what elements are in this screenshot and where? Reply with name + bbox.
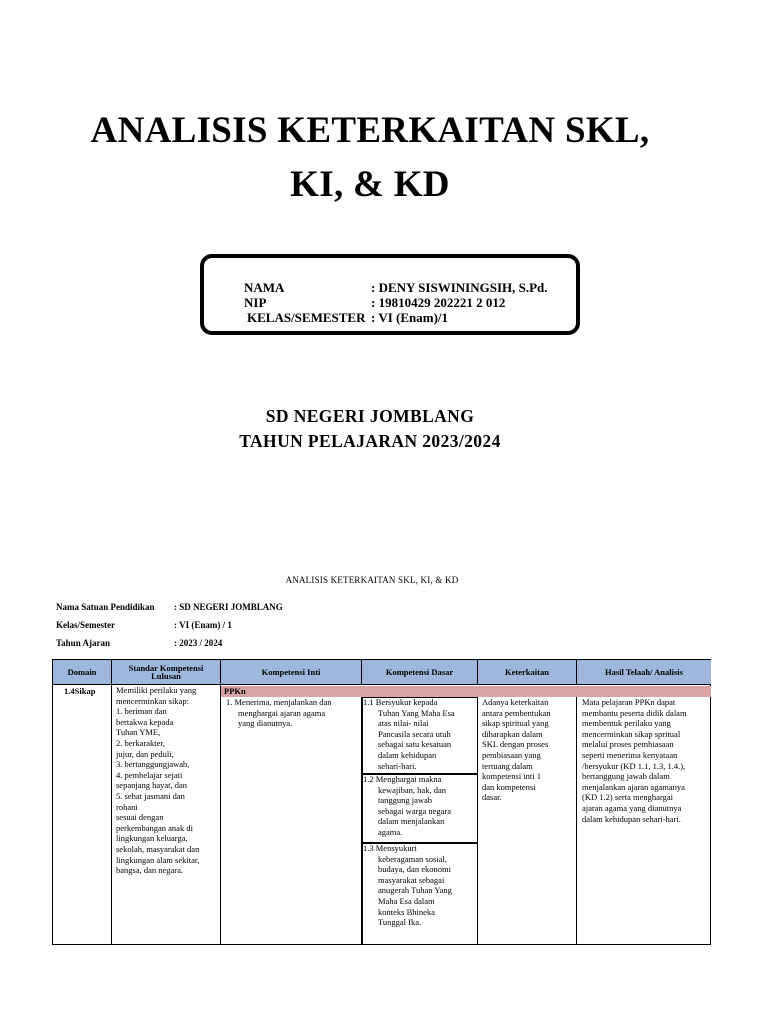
hasil-line: dalam kehidupan sehari-hari.: [582, 813, 681, 824]
subject-row: PPKn: [221, 686, 711, 697]
info-school-row: [56, 602, 283, 612]
kd-cell-2: [363, 774, 477, 838]
skl-line: mencerminkan sikap:: [116, 695, 189, 706]
identity-box: [200, 254, 580, 335]
nip-label: NIP: [244, 295, 267, 310]
name-label: NAMA: [244, 280, 285, 295]
info-year-row: [56, 638, 223, 648]
skl-line: sekolah, masyarakat dan: [116, 843, 200, 854]
keterkaitan-line: antara pembentukan: [482, 707, 551, 718]
skl-line: rohani: [116, 801, 138, 812]
class-semester-value: : VI (Enam)/1: [371, 310, 449, 325]
info-class-value: : VI (Enam) / 1: [174, 620, 232, 630]
hasil-line: ajaran agama yang dianutnya: [582, 802, 682, 813]
kd-line: tanggung jawab: [378, 795, 433, 806]
document-title-line-2: KI, & KD: [290, 164, 450, 205]
skl-line: sepanjang hayat, dan: [116, 780, 188, 791]
name-value: : DENY SISWININGSIH, S.Pd.: [371, 280, 548, 295]
skl-line: 1. beriman dan: [116, 706, 167, 717]
school-name: SD NEGERI JOMBLANG: [265, 406, 475, 426]
nip-value: : 19810429 202221 2 012: [371, 295, 506, 310]
hasil-line: /bersyukur (KD 1.1, 1.3, 1.4.),: [582, 760, 686, 771]
skl-line: 2. berkarakter,: [116, 737, 165, 748]
hasil-line: (KD 1.2) serta menghargai: [582, 792, 673, 803]
hasil-line: mencerminkan sikap spritual: [582, 728, 681, 739]
keterkaitan-line: Adanya keterkaitan: [482, 697, 549, 707]
kd-line: Pancasila secara utuh: [378, 728, 451, 739]
hasil-line: Mata pelajaran PPKn dapat: [582, 697, 676, 707]
keterkaitan-line: kompetensi inti 1: [482, 771, 542, 782]
skl-line: jujur, dan peduli,: [116, 748, 174, 759]
kd-line: 1.2 Menghargai makna: [363, 774, 442, 784]
ki-line: menghargai ajaran agama: [238, 707, 326, 718]
kd-line: agama.: [378, 826, 403, 837]
class-semester-label: KELAS/SEMESTER: [247, 310, 366, 325]
header-keterkaitan: Keterkaitan: [478, 660, 577, 684]
hasil-line: membentuk perilaku yang: [582, 718, 671, 729]
skl-line: 5. sehat jasmani dan: [116, 790, 185, 801]
hasil-line: seperti menerima kenyataan: [582, 749, 678, 760]
kd-line: konteks Bhineka: [378, 906, 435, 917]
kd-line: sebagai warga negara: [378, 805, 451, 816]
ki-line: 1. Menerima, menjalankan dan: [226, 697, 332, 707]
kd-line: sebagai satu kesatuan: [378, 739, 452, 750]
kd-line: masyarakat sebagai: [378, 874, 445, 885]
info-school-label: Nama Satuan Pendidikan: [56, 602, 155, 612]
keterkaitan-line: sikap spiritual yang: [482, 718, 549, 729]
kd-line: Tuhan Yang Maha Esa: [378, 707, 455, 718]
skl-line: sesuai dengan: [116, 812, 164, 823]
kd-line: anugerah Tuhan Yang: [378, 885, 452, 896]
hasil-cell: [582, 697, 710, 824]
skl-line: perkembangan anak di: [116, 822, 193, 833]
info-school-value: : SD NEGERI JOMBLANG: [174, 602, 283, 612]
info-class-label: Kelas/Semester: [56, 620, 115, 630]
analysis-table: [52, 659, 711, 945]
skl-line: bertakwa kepada: [116, 716, 174, 727]
keterkaitan-line: tertuang dalam: [482, 760, 533, 771]
info-year-label: Tahun Ajaran: [56, 638, 110, 648]
kd-line: sehari-hari.: [378, 760, 417, 771]
kd-line: Maha Esa dalam: [378, 895, 435, 906]
keterkaitan-line: pembiasaan yang: [482, 749, 541, 760]
keterkaitan-line: dasar.: [482, 792, 502, 803]
hasil-line: bertanggung jawab dalam: [582, 771, 670, 782]
academic-year: TAHUN PELAJARAN 2023/2024: [239, 431, 501, 451]
kd-line: kewajiban, hak, dan: [378, 784, 446, 795]
kd-cell-1: [363, 697, 477, 771]
kd-line: Tunggal Ika.: [378, 917, 422, 928]
header-domain: Domain: [53, 660, 112, 684]
document-title-line-1: ANALISIS KETERKAITAN SKL,: [90, 110, 650, 151]
header-ki: Kompetensi Inti: [221, 660, 362, 684]
column-divider: [220, 684, 221, 944]
ki-line: yang dianutnya.: [238, 718, 293, 729]
column-divider: [111, 684, 112, 944]
keterkaitan-line: dan kompetensi: [482, 781, 536, 792]
kd-line: budaya, dan ekonomi: [378, 864, 451, 875]
domain-cell: 1.4Sikap: [64, 686, 96, 696]
kd-line: 1.1 Bersyukur kepada: [363, 697, 438, 707]
keterkaitan-line: SKL dengan proses: [482, 739, 549, 750]
kd-cell-3: [363, 843, 477, 928]
skl-line: bangsa, dan negara.: [116, 865, 184, 876]
skl-line: 4. pembelajar sejati: [116, 769, 183, 780]
skl-line: lingkungan alam sekitar,: [116, 854, 200, 865]
keterkaitan-cell: [482, 697, 575, 803]
skl-line: 3. bertanggungjawab,: [116, 759, 190, 770]
keterkaitan-line: diharapkan dalam: [482, 728, 543, 739]
skl-line: Memiliki perilaku yang: [116, 685, 197, 695]
header-hasil: Hasil Telaah/ Analisis: [577, 660, 711, 684]
skl-line: lingkungan keluarga,: [116, 833, 188, 844]
hasil-line: melalui proses pembiasaan: [582, 739, 674, 750]
kd-line: 1.3 Mensyukuri: [363, 843, 417, 853]
hasil-line: menjalankan ajaran agamanya: [582, 781, 685, 792]
skl-line: Tuhan YME,: [116, 727, 161, 738]
kd-line: atas nilai- nilai: [378, 718, 429, 729]
skl-cell: [116, 685, 220, 876]
column-divider: [576, 697, 577, 944]
kd-line: dalam menjalankan: [378, 816, 445, 827]
header-kd: Kompetensi Dasar: [362, 660, 478, 684]
section-title: ANALISIS KETERKAITAN SKL, KI, & KD: [285, 575, 459, 585]
kd-line: keberagaman sosial,: [378, 853, 447, 864]
header-skl: Standar Kompetensi Lulusan: [112, 660, 221, 684]
kd-line: dalam kehidupan: [378, 749, 437, 760]
hasil-line: membantu peserta didik dalam: [582, 707, 687, 718]
ki-cell: [226, 697, 360, 729]
info-year-value: : 2023 / 2024: [174, 638, 223, 648]
info-class-row: [56, 620, 232, 630]
